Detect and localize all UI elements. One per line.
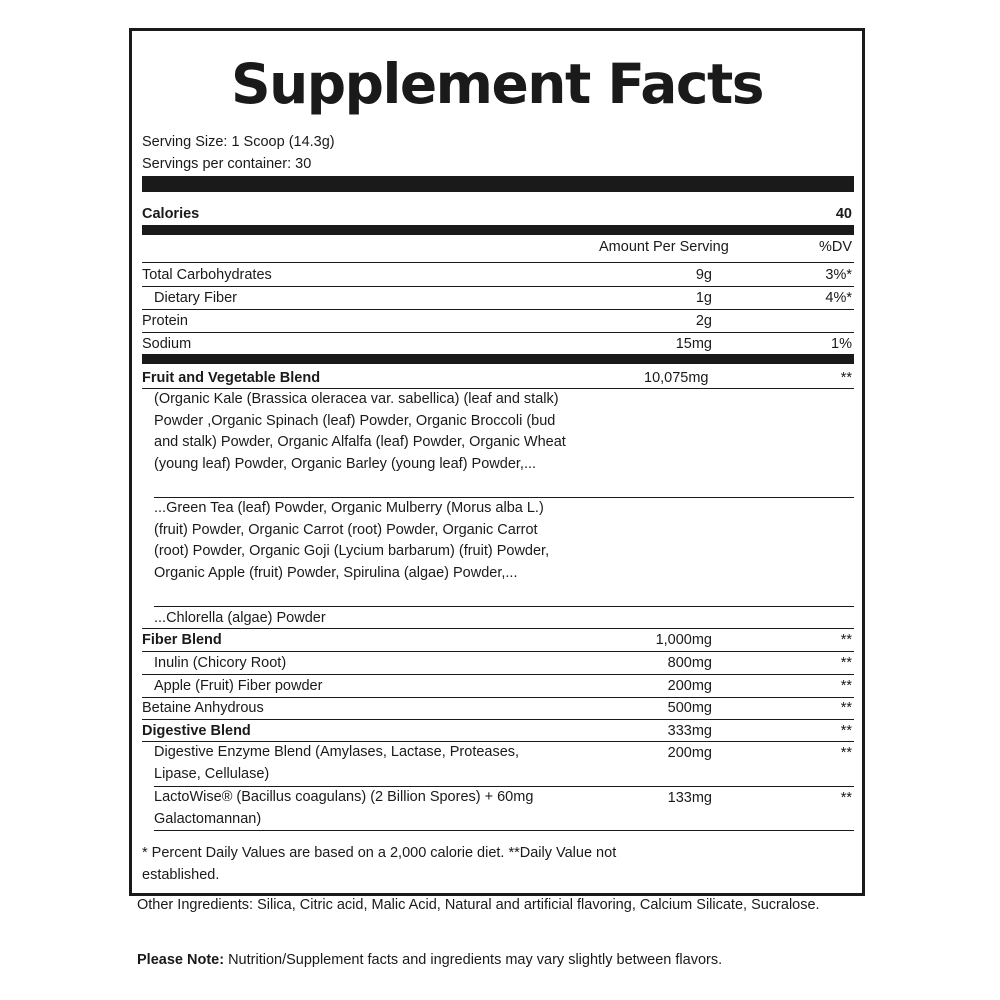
- blend-dv: **: [840, 370, 852, 386]
- ingredient-amount: 200mg: [667, 745, 712, 761]
- nutrient-amount: 1g: [695, 290, 712, 306]
- ingredient-dv: **: [840, 678, 852, 694]
- please-note-text: Nutrition/Supplement facts and ingredients may vary slightly between flavors.: [224, 952, 723, 968]
- nutrient-dv: 4%*: [825, 290, 852, 306]
- blend-amount: 1,000mg: [655, 632, 712, 648]
- blend-name: Fiber Blend: [142, 632, 222, 648]
- ingredient-dv: **: [840, 790, 852, 806]
- divider: [142, 674, 854, 675]
- ingredient-name: Betaine Anhydrous: [142, 700, 264, 716]
- nutrient-amount: 9g: [695, 267, 712, 283]
- nutrient-amount: 15mg: [675, 336, 712, 352]
- blend-amount: 10,075mg: [644, 370, 709, 386]
- ingredient-name: LactoWise® (Bacillus coagulans) (2 Billion Spores) + 60mg Galactomannan): [154, 789, 534, 827]
- thick-divider: [142, 176, 854, 192]
- divider: [154, 830, 854, 831]
- calories-label: Calories: [142, 206, 200, 222]
- footnote: * Percent Daily Values are based on a 2,000 calorie diet. **Daily Value not established.: [142, 845, 617, 883]
- divider: [142, 719, 854, 720]
- panel-title: Supplement Facts: [231, 52, 763, 116]
- ingredient-dv: **: [840, 700, 852, 716]
- blend-amount: 333mg: [667, 723, 712, 739]
- blend-ingredients-block: ...Green Tea (leaf) Powder, Organic Mulberry (Morus alba L.) (fruit) Powder, Organic Carrot (root) Powder, Organic Carrot (root) Powder, Organic Goji (Lycium barbarum) (fruit) Powder, Organic Apple (fruit) Powder, Spirulina (algae) Powder,...: [154, 500, 550, 582]
- nutrient-name: Dietary Fiber: [154, 290, 237, 306]
- blend-dv: **: [840, 632, 852, 648]
- ingredient-amount: 200mg: [667, 678, 712, 694]
- medium-divider: [142, 225, 854, 235]
- ingredient-name: Digestive Enzyme Blend (Amylases, Lactase, Proteases, Lipase, Cellulase): [154, 744, 520, 782]
- dv-header: %DV: [818, 239, 852, 255]
- medium-divider: [142, 354, 854, 364]
- ingredient-amount: 800mg: [667, 655, 712, 671]
- blend-dv: **: [840, 723, 852, 739]
- divider: [142, 309, 854, 310]
- ingredient-dv: **: [840, 745, 852, 761]
- nutrient-name: Total Carbohydrates: [142, 267, 272, 283]
- nutrient-dv: 3%*: [825, 267, 852, 283]
- amount-header: Amount Per Serving: [599, 239, 729, 255]
- supplement-facts-panel: [129, 28, 865, 896]
- blend-name: Digestive Blend: [142, 723, 251, 739]
- calories-value: 40: [835, 206, 852, 222]
- other-ingredients: Other Ingredients: Silica, Citric acid, Malic Acid, Natural and artificial flavoring, Calcium Silicate, Sucralose.: [137, 897, 820, 913]
- ingredient-dv: **: [840, 655, 852, 671]
- ingredient-name: Apple (Fruit) Fiber powder: [154, 678, 323, 694]
- blend-ingredients-block: (Organic Kale (Brassica oleracea var. sabellica) (leaf and stalk) Powder ,Organic Spinach (leaf) Powder, Organic Broccoli (bud and stalk) Powder, Organic Alfalfa (leaf) Powder, Organic Wheat (young leaf) Powder, Organic Barley (young leaf) Powder,...: [154, 391, 566, 473]
- divider: [142, 286, 854, 287]
- divider: [142, 332, 854, 333]
- blend-name: Fruit and Vegetable Blend: [142, 370, 321, 386]
- nutrient-name: Protein: [142, 313, 188, 329]
- nutrient-name: Sodium: [142, 336, 192, 352]
- nutrient-amount: 2g: [695, 313, 712, 329]
- please-note-label: Please Note:: [137, 952, 225, 968]
- blend-ingredients-block: ...Chlorella (algae) Powder: [154, 610, 326, 626]
- divider: [154, 606, 854, 607]
- divider: [142, 262, 854, 263]
- divider: [142, 651, 854, 652]
- divider: [142, 628, 854, 629]
- ingredient-name: Inulin (Chicory Root): [154, 655, 287, 671]
- servings-per-container: Servings per container: 30: [142, 156, 312, 172]
- ingredient-amount: 133mg: [667, 790, 712, 806]
- ingredient-amount: 500mg: [667, 700, 712, 716]
- nutrient-dv: 1%: [831, 336, 852, 352]
- please-note: [137, 950, 722, 970]
- serving-size: Serving Size: 1 Scoop (14.3g): [142, 134, 335, 150]
